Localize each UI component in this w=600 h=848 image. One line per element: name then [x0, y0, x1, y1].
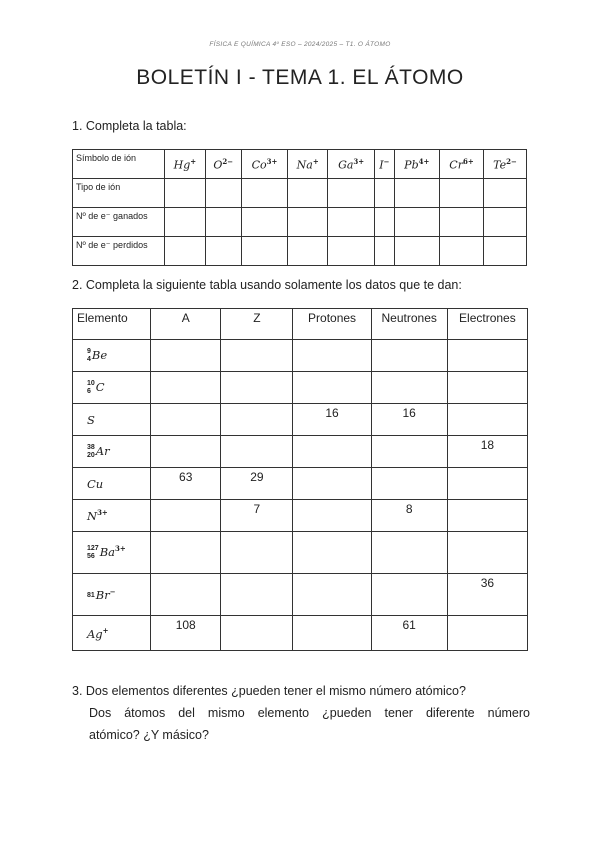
cell-A [151, 436, 221, 468]
table-row [73, 150, 527, 179]
row-label: Nº de e⁻ perdidos [73, 237, 165, 266]
cell-A [151, 340, 221, 372]
question-3-line-1: 3. Dos elementos diferentes ¿pueden tener el mismo número atómico? [72, 684, 466, 698]
cell-A: 63 [151, 468, 221, 500]
table-row [73, 372, 528, 404]
row-label: Tipo de ión [73, 179, 165, 208]
element-symbol-cell: 9 4 Be [73, 340, 151, 372]
cell-p [293, 372, 371, 404]
question-2: 2. Completa la siguiente tabla usando solamente los datos que te dan: [72, 278, 462, 292]
table-row [73, 237, 527, 266]
cell-A: 108 [151, 616, 221, 651]
element-symbol-cell: 10 6 C [73, 372, 151, 404]
cell-n [371, 372, 447, 404]
cell-e: 36 [447, 574, 527, 616]
cell-n [371, 468, 447, 500]
cell-p [293, 436, 371, 468]
ion-cell: $Ga^{3+}$ [328, 150, 375, 179]
cell-p [293, 616, 371, 651]
page-title: BOLETÍN I - TEMA 1. EL ÁTOMO [136, 66, 464, 89]
cell-p [293, 468, 371, 500]
cell-p [293, 532, 371, 574]
atom-table-body [73, 340, 528, 651]
cell-A [151, 372, 221, 404]
cell-Z [221, 404, 293, 436]
cell-Z [221, 436, 293, 468]
page-header: FÍSICA E QUÍMICA 4º ESO – 2024/2025 – T1. O ÁTOMO [209, 41, 391, 48]
table-row [73, 208, 527, 237]
ion-cell: I− [375, 150, 394, 179]
ion-cell: Hg+ [165, 150, 206, 179]
table-row [73, 468, 528, 500]
question-3-line-2: Dos átomos del mismo elemento ¿pueden tener diferente número [89, 706, 530, 720]
table-row [73, 179, 527, 208]
cell-e [447, 340, 527, 372]
column-header: Z [221, 309, 293, 340]
table-row [73, 436, 528, 468]
cell-n [371, 574, 447, 616]
cell-Z: 7 [221, 500, 293, 532]
column-header: Electrones [447, 309, 527, 340]
cell-n [371, 532, 447, 574]
cell-n: 8 [371, 500, 447, 532]
cell-Z [221, 574, 293, 616]
question-1: 1. Completa la tabla: [72, 119, 187, 133]
cell-n [371, 340, 447, 372]
cell-p [293, 500, 371, 532]
cell-e [447, 372, 527, 404]
column-header: A [151, 309, 221, 340]
ion-cell: $Cr^{6+}$ [439, 150, 483, 179]
column-header: Elemento [73, 309, 151, 340]
table-row [73, 532, 528, 574]
element-symbol-cell: 81 Br− [73, 574, 151, 616]
element-symbol-cell: Ag+ [73, 616, 151, 651]
table-row [73, 500, 528, 532]
cell-e: 18 [447, 436, 527, 468]
cell-Z [221, 340, 293, 372]
cell-p [293, 574, 371, 616]
cell-Z [221, 372, 293, 404]
element-symbol-cell: $N^{3+}$ [73, 500, 151, 532]
cell-p: 16 [293, 404, 371, 436]
question-3-line-3: atómico? ¿Y másico? [89, 728, 209, 742]
cell-n: 16 [371, 404, 447, 436]
cell-n: 61 [371, 616, 447, 651]
table-row [73, 404, 528, 436]
column-header: Protones [293, 309, 371, 340]
column-header: Neutrones [371, 309, 447, 340]
element-symbol-cell: S [73, 404, 151, 436]
cell-A [151, 500, 221, 532]
ion-cell: $Co^{3+}$ [241, 150, 287, 179]
element-symbol-cell: 127 56 $Ba^{3+}$ [73, 532, 151, 574]
row-label: Nº de e⁻ ganados [73, 208, 165, 237]
row-label: Símbolo de ión [73, 150, 165, 179]
table-row [73, 616, 528, 651]
ion-cell: $Pb^{4+}$ [394, 150, 439, 179]
cell-e [447, 468, 527, 500]
cell-Z: 29 [221, 468, 293, 500]
cell-p [293, 340, 371, 372]
cell-e [447, 500, 527, 532]
cell-A [151, 574, 221, 616]
atom-table [72, 308, 528, 651]
table-header-row [73, 309, 528, 340]
element-symbol-cell: 38 20 Ar [73, 436, 151, 468]
cell-Z [221, 616, 293, 651]
ion-cell: $Te^{2-}$ [484, 150, 527, 179]
element-symbol-cell: Cu [73, 468, 151, 500]
cell-Z [221, 532, 293, 574]
ion-cell: $O^{2-}$ [205, 150, 241, 179]
ion-cell: Na+ [288, 150, 328, 179]
table-row [73, 574, 528, 616]
question-3 [72, 680, 530, 746]
ion-table [72, 149, 527, 266]
cell-e [447, 404, 527, 436]
cell-e [447, 616, 527, 651]
cell-n [371, 436, 447, 468]
cell-A [151, 532, 221, 574]
table-row [73, 340, 528, 372]
cell-A [151, 404, 221, 436]
cell-e [447, 532, 527, 574]
